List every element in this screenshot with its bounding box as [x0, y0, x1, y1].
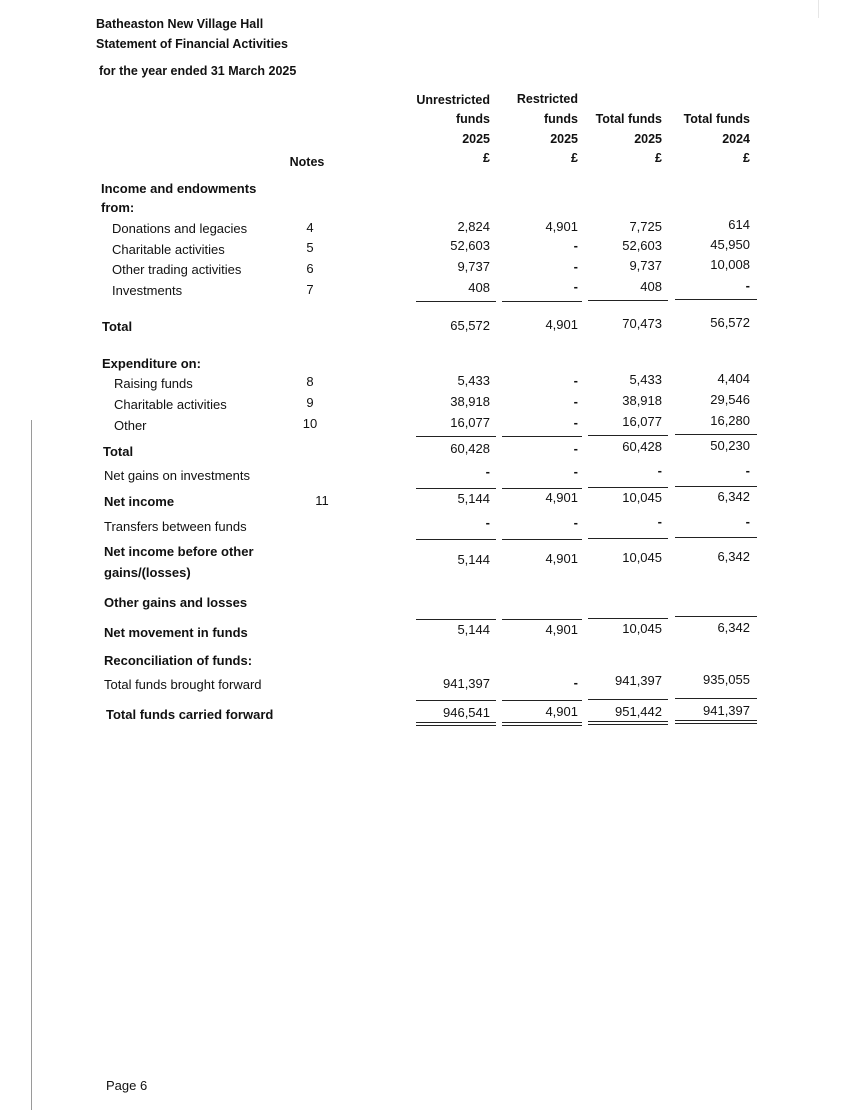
subtotal-rule [502, 436, 582, 437]
scan-edge-mark [818, 0, 819, 18]
carried-forward-total-2024: 941,397 [703, 703, 750, 718]
expenditure-total-2024: 50,230 [710, 438, 750, 453]
transfers-total-2025: - [657, 514, 662, 529]
row-note: 6 [306, 261, 314, 276]
net-gains-unrestricted: - [485, 464, 490, 479]
cell-total-2024: - [745, 278, 750, 293]
subtotal-rule [416, 619, 496, 620]
col-restricted-header-3: 2025 [550, 132, 578, 146]
expenditure-total-restricted: - [573, 441, 578, 456]
subtotal-rule [416, 539, 496, 540]
cell-restricted: 4,901 [545, 219, 578, 234]
cell-total-2025: 38,918 [622, 393, 662, 408]
net-income-before-total-2025: 10,045 [622, 550, 662, 565]
cell-total-2024: 45,950 [710, 237, 750, 252]
cell-restricted: - [573, 373, 578, 388]
cell-restricted: - [573, 415, 578, 430]
subtotal-rule [502, 619, 582, 620]
carried-forward-unrestricted: 946,541 [443, 705, 490, 720]
net-gains-restricted: - [573, 464, 578, 479]
other-gains-label: Other gains and losses [104, 595, 248, 610]
cell-total-2024: 614 [728, 217, 750, 232]
carried-forward-label: Total funds carried forward [106, 707, 274, 722]
cell-unrestricted: 16,077 [450, 415, 490, 430]
period-subtitle: for the year ended 31 March 2025 [99, 64, 297, 78]
col-unrestricted-currency: £ [483, 151, 490, 165]
transfers-label: Transfers between funds [104, 519, 247, 534]
cell-total-2025: 16,077 [622, 414, 662, 429]
net-income-before-label-1: Net income before other [104, 544, 254, 559]
row-note: 4 [306, 220, 314, 235]
total-top-rule [502, 700, 582, 701]
col-total2025-header-1: Total funds [595, 112, 662, 126]
col-unrestricted-header-2: funds [455, 112, 490, 126]
net-movement-unrestricted: 5,144 [457, 622, 490, 637]
transfers-total-2024: - [745, 514, 750, 529]
col-unrestricted-header-1: Unrestricted [416, 93, 490, 107]
total-top-rule [588, 699, 668, 700]
cell-restricted: - [573, 238, 578, 253]
subtotal-rule [416, 436, 496, 437]
cell-total-2024: 29,546 [710, 392, 750, 407]
double-underline [675, 723, 757, 724]
subtotal-rule [588, 300, 668, 301]
transfers-unrestricted: - [485, 515, 490, 530]
brought-forward-total-2025: 941,397 [615, 673, 662, 688]
income-heading-from: from: [101, 200, 135, 215]
net-movement-total-2025: 10,045 [622, 621, 662, 636]
income-total-label: Total [102, 319, 133, 334]
income-total-2024: 56,572 [710, 315, 750, 330]
row-note: 7 [306, 282, 314, 297]
net-income-before-label-2: gains/(losses) [104, 565, 191, 580]
cell-restricted: - [573, 259, 578, 274]
subtotal-rule [502, 301, 582, 302]
cell-total-2024: 16,280 [710, 413, 750, 428]
subtotal-rule [588, 618, 668, 619]
cell-restricted: - [573, 394, 578, 409]
row-note: 8 [306, 374, 314, 389]
net-gains-total-2025: - [657, 463, 662, 478]
col-restricted-header-2: funds [543, 112, 578, 126]
subtotal-rule [502, 488, 582, 489]
subtotal-rule [675, 537, 757, 538]
cell-total-2024: 10,008 [710, 257, 750, 272]
org-name: Batheaston New Village Hall [96, 17, 264, 31]
row-label: Other [114, 418, 147, 433]
net-income-total-2025: 10,045 [622, 490, 662, 505]
row-label: Investments [112, 283, 183, 298]
expenditure-total-label: Total [103, 444, 134, 459]
double-underline [588, 721, 668, 722]
subtotal-rule [588, 435, 668, 436]
expenditure-total-2025: 60,428 [622, 439, 662, 454]
cell-total-2025: 408 [640, 279, 662, 294]
cell-total-2025: 5,433 [629, 372, 662, 387]
subtotal-rule [675, 434, 757, 435]
subtotal-rule [416, 488, 496, 489]
cell-total-2025: 7,725 [629, 219, 662, 234]
net-movement-label: Net movement in funds [104, 625, 248, 640]
cell-total-2025: 9,737 [629, 258, 662, 273]
total-top-rule [675, 698, 757, 699]
cell-total-2024: 4,404 [717, 371, 750, 386]
row-label: Charitable activities [112, 242, 225, 257]
col-total2025-currency: £ [655, 151, 662, 165]
double-underline [502, 722, 582, 723]
double-underline [416, 722, 496, 723]
net-income-before-unrestricted: 5,144 [457, 552, 490, 567]
double-underline [675, 720, 757, 721]
brought-forward-unrestricted: 941,397 [443, 676, 490, 691]
cell-restricted: - [573, 279, 578, 294]
subtotal-rule [588, 487, 668, 488]
row-label: Donations and legacies [112, 221, 248, 236]
subtotal-rule [502, 539, 582, 540]
col-restricted-header-1: Restricted [516, 92, 578, 106]
row-note: 10 [302, 416, 318, 431]
cell-unrestricted: 2,824 [457, 219, 490, 234]
net-gains-total-2024: - [745, 463, 750, 478]
income-total-2025: 70,473 [622, 316, 662, 331]
scan-edge-line [31, 420, 32, 1110]
col-notes-header: Notes [289, 155, 325, 169]
row-label: Other trading activities [112, 262, 242, 277]
carried-forward-restricted: 4,901 [545, 704, 578, 719]
cell-unrestricted: 5,433 [457, 373, 490, 388]
double-underline [502, 725, 582, 726]
subtotal-rule [675, 486, 757, 487]
net-income-restricted: 4,901 [545, 490, 578, 505]
col-total2025-header-2: 2025 [634, 132, 662, 146]
net-gains-label: Net gains on investments [104, 468, 250, 483]
net-income-total-2024: 6,342 [717, 489, 750, 504]
double-underline [416, 725, 496, 726]
row-note: 5 [306, 240, 314, 255]
subtotal-rule [675, 299, 757, 300]
income-heading: Income and endowments [101, 181, 257, 196]
transfers-restricted: - [573, 515, 578, 530]
col-restricted-currency: £ [571, 151, 578, 165]
cell-unrestricted: 38,918 [450, 394, 490, 409]
col-total2024-header-1: Total funds [683, 112, 750, 126]
subtotal-rule [416, 301, 496, 302]
page-number: Page 6 [106, 1078, 148, 1093]
net-income-unrestricted: 5,144 [457, 491, 490, 506]
income-total-restricted: 4,901 [545, 317, 578, 332]
cell-unrestricted: 408 [468, 280, 490, 295]
statement-title: Statement of Financial Activities [96, 37, 288, 51]
brought-forward-restricted: - [573, 675, 578, 690]
col-total2024-currency: £ [743, 151, 750, 165]
double-underline [588, 724, 668, 725]
net-movement-total-2024: 6,342 [717, 620, 750, 635]
brought-forward-label: Total funds brought forward [104, 677, 262, 692]
income-total-unrestricted: 65,572 [450, 318, 490, 333]
row-label: Charitable activities [114, 397, 227, 412]
row-label: Raising funds [114, 376, 193, 391]
brought-forward-total-2024: 935,055 [703, 672, 750, 687]
cell-unrestricted: 52,603 [450, 238, 490, 253]
net-income-note: 11 [315, 493, 329, 508]
expenditure-heading: Expenditure on: [102, 356, 201, 371]
expenditure-total-unrestricted: 60,428 [450, 441, 490, 456]
carried-forward-total-2025: 951,442 [615, 704, 662, 719]
col-unrestricted-header-3: 2025 [462, 132, 490, 146]
net-income-before-restricted: 4,901 [545, 551, 578, 566]
net-income-label: Net income [104, 494, 175, 509]
cell-total-2025: 52,603 [622, 238, 662, 253]
total-top-rule [416, 700, 496, 701]
net-movement-restricted: 4,901 [545, 622, 578, 637]
col-total2024-header-2: 2024 [722, 132, 750, 146]
cell-unrestricted: 9,737 [457, 259, 490, 274]
subtotal-rule [675, 616, 757, 617]
reconciliation-heading: Reconciliation of funds: [104, 653, 253, 668]
net-income-before-total-2024: 6,342 [717, 549, 750, 564]
row-note: 9 [306, 395, 314, 410]
subtotal-rule [588, 538, 668, 539]
